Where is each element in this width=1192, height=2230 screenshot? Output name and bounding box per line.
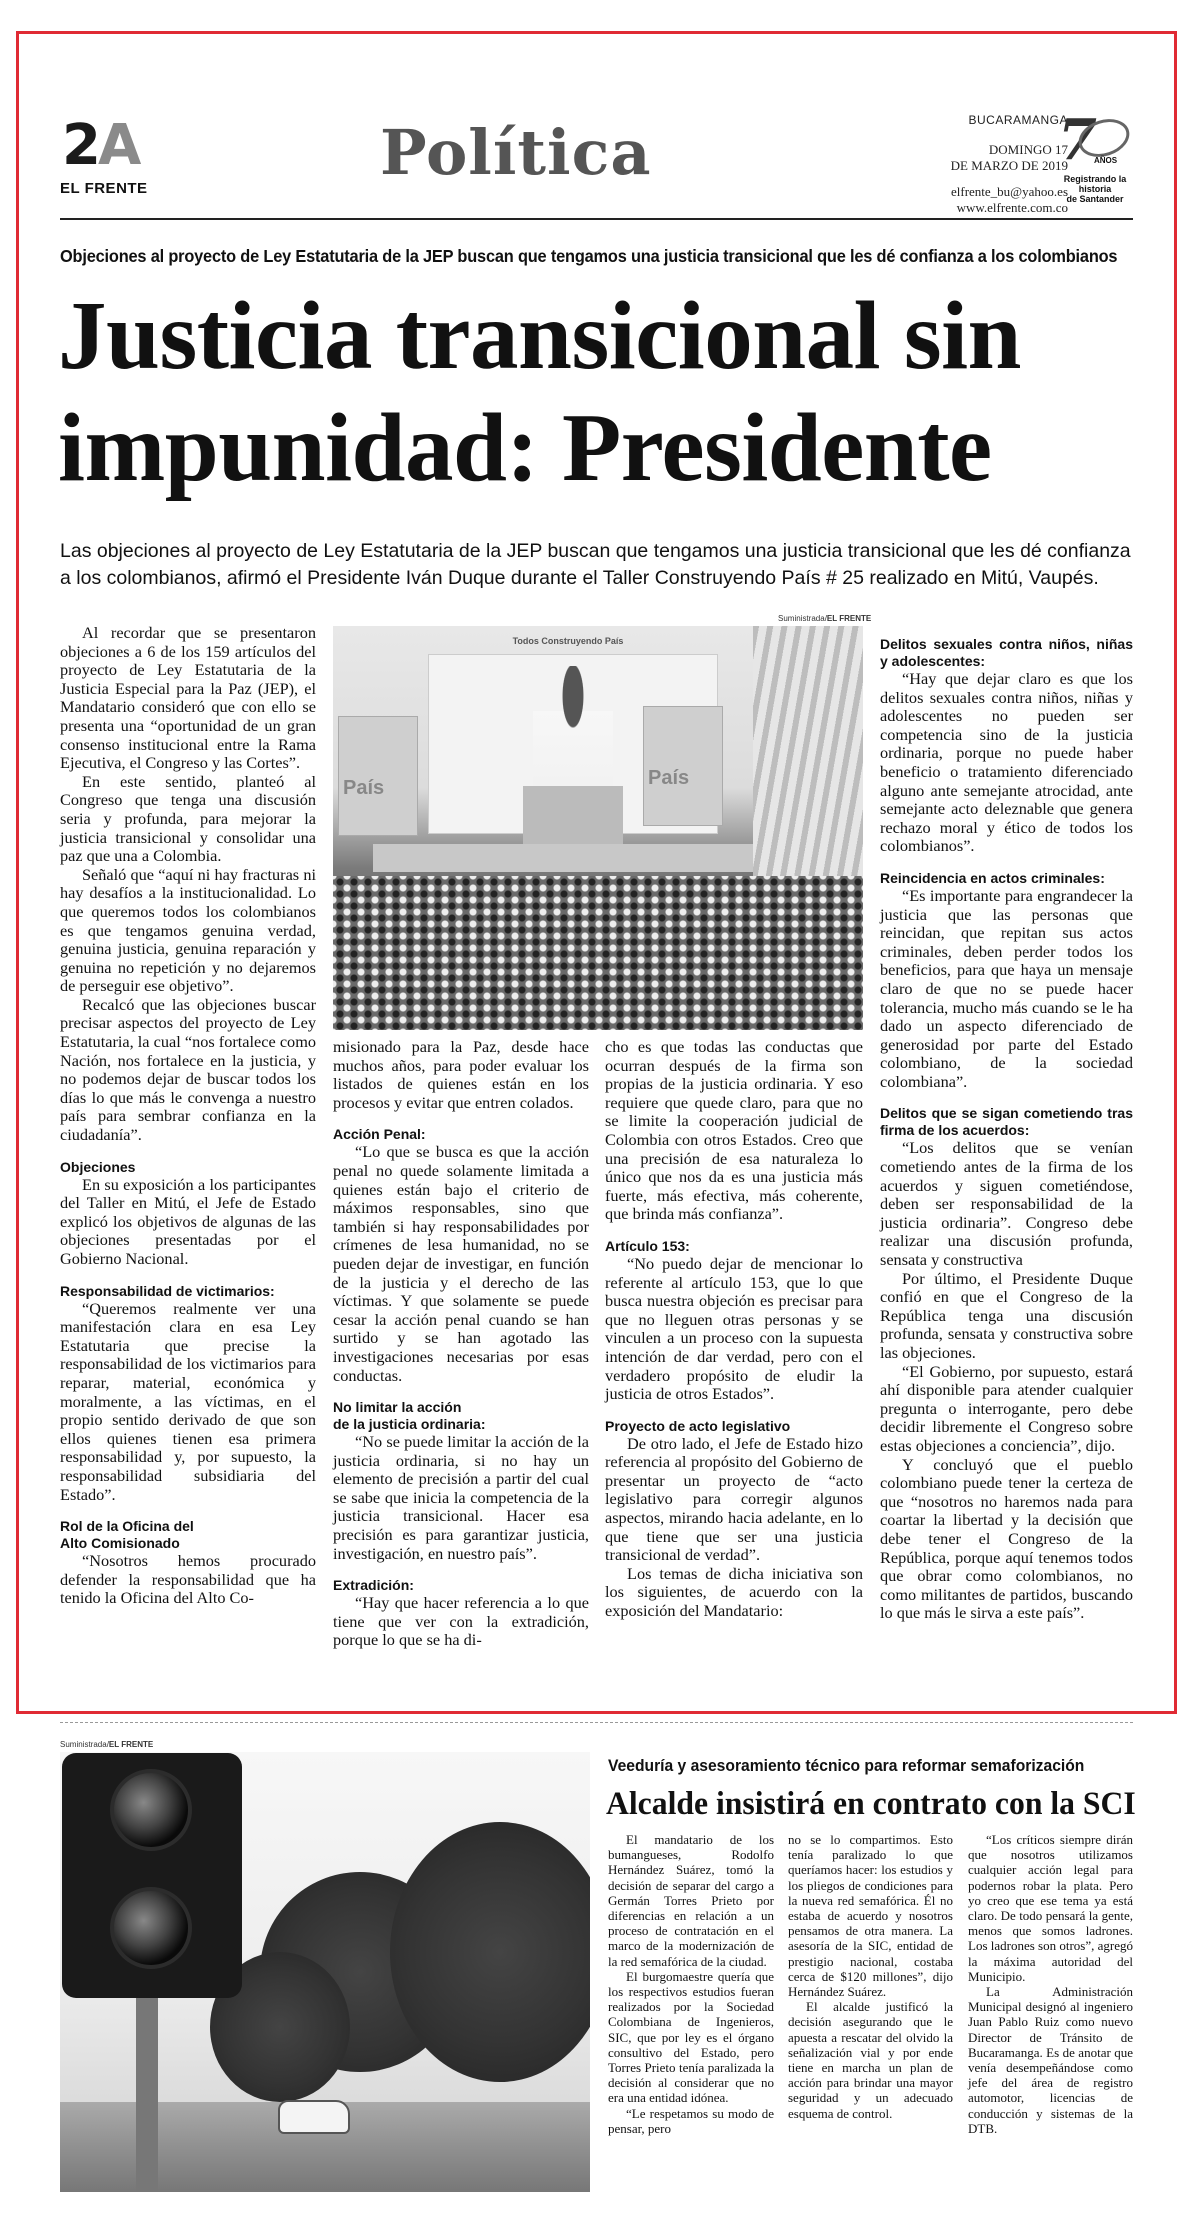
anniversary-logo: 7 AÑOS Registrando la historia de Santander: [1058, 112, 1132, 200]
photo-credit: Suministrada/EL FRENTE: [778, 614, 872, 623]
masthead-meta: [951, 112, 1068, 216]
main-column-2: misionado para la Paz, desde hace muchos años, para poder evaluar los listados de quienes están en los procesos y evitar que entren colados. Acción Penal: “Lo que se busca es que la acción penal no quede solamente limitada a quienes están bajo el criterio de máximos responsables, sino que también si hay responsabilidades por crímenes de lesa humanidad, no se pueden dejar de investigar, en función de la justicia y el derecho de las víctimas. Y que solamente se puede cesar la acción penal cuando se han surtido y se han agotado las investigaciones necesarias por esas conductas. No limitar la acción de la justicia ordinaria: “No se puede limitar la acción de la justicia ordinaria, si no hay un elemento de precisión a partir del cual se sabe que inicia la competencia de la justicia transicional. Hacer esa precisión es para garantizar justicia, investigación, en nuestro país”. Extradición: “Hay que hacer referencia a lo que tiene que ver con la extradición, porque lo que se ha di-: [333, 1037, 589, 1650]
photo-credit-2: Suministrada/EL FRENTE: [60, 1740, 154, 1749]
main-column-1: Al recordar que se presentaron objeciones a 6 de los 159 artículos del proyecto de Ley Estatutaria de la Justicia Especial para la Paz (JEP), el Mandatario consideró que con ello se presenta una “oportunidad de un gran consenso institucional entre la Rama Ejecutiva, el Congreso y las Cortes”. En este sentido, planteó al Congreso que tenga una discusión seria y profunda, para mejorar la justicia transicional y consolidar una paz que una a Colombia. Señaló que “aquí ni hay fracturas ni hay desafíos a la institucionalidad. Lo que queremos todos los colombianos es que tengamos genuina verdad, genuina justicia, genuina reparación y genuina no repetición y no dejaremos de perseguir ese objetivo”. Recalcó que las objeciones buscar precisar aspectos del proyecto de Ley Estatutaria, la cual “nos fortalece como Nación, nos fortalece en la justicia, y no podemos dejar de buscar todos los días lo que más le convenga a nuestro país para sembrar confianza en la ciudadanía”. Objeciones En su exposición a los participantes del Taller en Mitú, el Jefe de Estado explicó los objetivos de algunas de las objeciones presentadas por el Gobierno Nacional. Responsabilidad de victimarios: “Queremos realmente ver una manifestación clara en esa Ley Estatutaria que precise la responsabilidad de los victimarios para reparar, material, económica y moralmente, a las víctimas, en el propio sentido derivado de que son ellos quienes tienen esa primera responsabilidad y, por supuesto, la responsabilidad subsidiaria del Estado”. Rol de la Oficina del Alto Comisionado “Nosotros hemos procurado defender la responsabilidad que ha tenido la Oficina del Alto Co-: [60, 623, 316, 1608]
contact-email[interactable]: elfrente_bu@yahoo.es: [950, 184, 1068, 199]
date-line-2: DE MARZO DE 2019: [950, 158, 1068, 173]
main-kicker: Objeciones al proyecto de Ley Estatutaria de la JEP buscan que tengamos una justicia transicional que les dé confianza a los colombianos: [60, 246, 1118, 266]
main-column-4: Delitos sexuales contra niños, niñas y adolescentes: “Hay que dejar claro es que los delitos sexuales contra niños, niñas y adolescentes no pueden ser competencia sino de la justicia ordinaria, porque no puede haber beneficio o tratamiento diferenciado alguno ante semejante atrocidad, ante semejante acto deleznable que genera rechazo moral y ético de todos los colombianos”. Reincidencia en actos criminales: “Es importante para engrandecer la justicia que las personas que reincidan, que repitan sus actos criminales, deben perder todos los beneficios, para que haya un mensaje claro de que no se puede hacer tolerancia, mucho más cuando se le ha dado un aspecto diferenciado de generosidad por parte del Estado colombiano, de la sociedad colombiana”. Delitos que se sigan cometiendo tras firma de los acuerdos: “Los delitos que se venían cometiendo antes de la firma de los acuerdos y siguen cometiéndose, deben ser responsabilidad de la justicia ordinaria”. Congreso debe realizar una discusión profunda, sensata y constructiva Por último, el Presidente Duque confió en que el Congreso de la República tenga una discusión profunda, sensata y constructiva sobre las objeciones. “El Gobierno, por supuesto, estará ahí disponible para atender cualquier pregunta o interrogante, pero debe decidir libremente el Congreso sobre estas objeciones a conciencia”, dijo. Y concluyó que el pueblo colombiano puede tener la certeza de que “nosotros no haremos nada para coartar la libertad y la decisión que debe tener el Congreso de la República, porque aquí tenemos todos que obrar como colombianos, no como militantes de partidos, buscando lo que más le sirva a este país”.: [880, 636, 1133, 1623]
event-photo: Todos Construyendo País País País: [333, 626, 863, 1030]
masthead-rule: [60, 218, 1133, 220]
main-column-3: cho es que todas las conductas que ocurran después de la firma son propias de la justicia ordinaria. Y eso requiere que quede claro, para que no se limite la cooperación judicial de Colombia con otros Estados. Creo que una precisión de esa naturaleza lo único que nos da es una justicia más fuerte, más efectiva, más coherente, que brinda más confianza”. Artículo 153: “No puedo dejar de mencionar lo referente al artículo 153, que lo que busca nuestra objeción es precisar para que no lleguen otras personas y se vinculen a un proceso con la supuesta intención de dar verdad, pero con el verdadero propósito de eludir la justicia de otros Estados”. Proyecto de acto legislativo De otro lado, el Jefe de Estado hizo referencia al propósito del Gobierno de presentar un proyecto de “acto legislativo para corregir algunos aspectos, mirando hacia adelante, en lo que tiene que ser una justicia transicional de verdad”. Los temas de dicha iniciativa son los siguientes, de acuerdo con la exposición del Mandatario:: [605, 1037, 863, 1621]
second-column-1: El mandatario de los bumangueses, Rodolfo Hernández Suárez, tomó la decisión de separar del cargo a Germán Torres Prieto por diferencias en relación a un proceso de contratación en el marco de la modernización de la red semafórica de la ciudad. El burgomaestre quería que los respectivos estudios fueran realizados por la Sociedad Colombiana de Ingenieros, SIC, que por ley es el órgano consultivo del Estado, pero Torres Prieto tenía paralizada la decisión al considerar que no era una entidad idónea. “Le respetamos su modo de pensar, pero: [608, 1832, 774, 2136]
page-number: 2A: [62, 113, 139, 178]
second-column-3: “Los críticos siempre dirán que nosotros utilizamos cualquier acción legal para podernos robar la plata. Pero yo creo que ese tema ya está claro. De todo pensará la gente, menos que somos ladrones. Los ladrones son otros”, agregó la máxima autoridad del Municipio. La Administración Municipal designó al ingeniero Juan Pablo Ruiz como nuevo Director de Tránsito de Bucaramanga. Es de anotar que venía desempeñándose como jefe del área de registro automotor, licencias de conducción y sistemas de la DTB.: [968, 1832, 1133, 2136]
story-separator: [60, 1722, 1133, 1723]
traffic-light-photo: [60, 1752, 590, 2192]
second-column-2: no se lo compartimos. Esto tenía paralizado lo que queríamos hacer: los estudios y los pliegos de condiciones para la nueva red semafórica. Él no estaba de acuerdo y nosotros pensamos de otra manera. La asesoría de la SIC, entidad de prestigio nacional, costaba cerca de $120 millones”, dijo Hernández Suárez. El alcalde justificó la decisión asegurando que le apuesta a rescatar del olvido la señalización vial y por ende tiene en marcha un plan de acción para brindar una mayor seguridad y un adecuado esquema de control.: [788, 1832, 953, 2121]
second-headline: Alcalde insistirá en contrato con la SCI: [606, 1786, 1136, 1822]
contact-website[interactable]: www.elfrente.com.co: [956, 200, 1068, 215]
city: BUCARAMANGA: [968, 113, 1068, 127]
date-line-1: DOMINGO 17: [988, 142, 1068, 157]
section-title: Política: [380, 116, 652, 189]
brand-name: EL FRENTE: [60, 180, 148, 197]
second-kicker: Veeduría y asesoramiento técnico para reformar semaforización: [608, 1756, 1085, 1775]
main-lead: Las objeciones al proyecto de Ley Estatutaria de la JEP buscan que tengamos una justicia transicional que les dé confianza a los colombianos, afirmó el Presidente Iván Duque durante el Taller Construyendo País # 25 realizado en Mitú, Vaupés.: [60, 540, 1131, 589]
main-headline: Justicia transicional sin impunidad: Presidente: [58, 282, 1021, 501]
